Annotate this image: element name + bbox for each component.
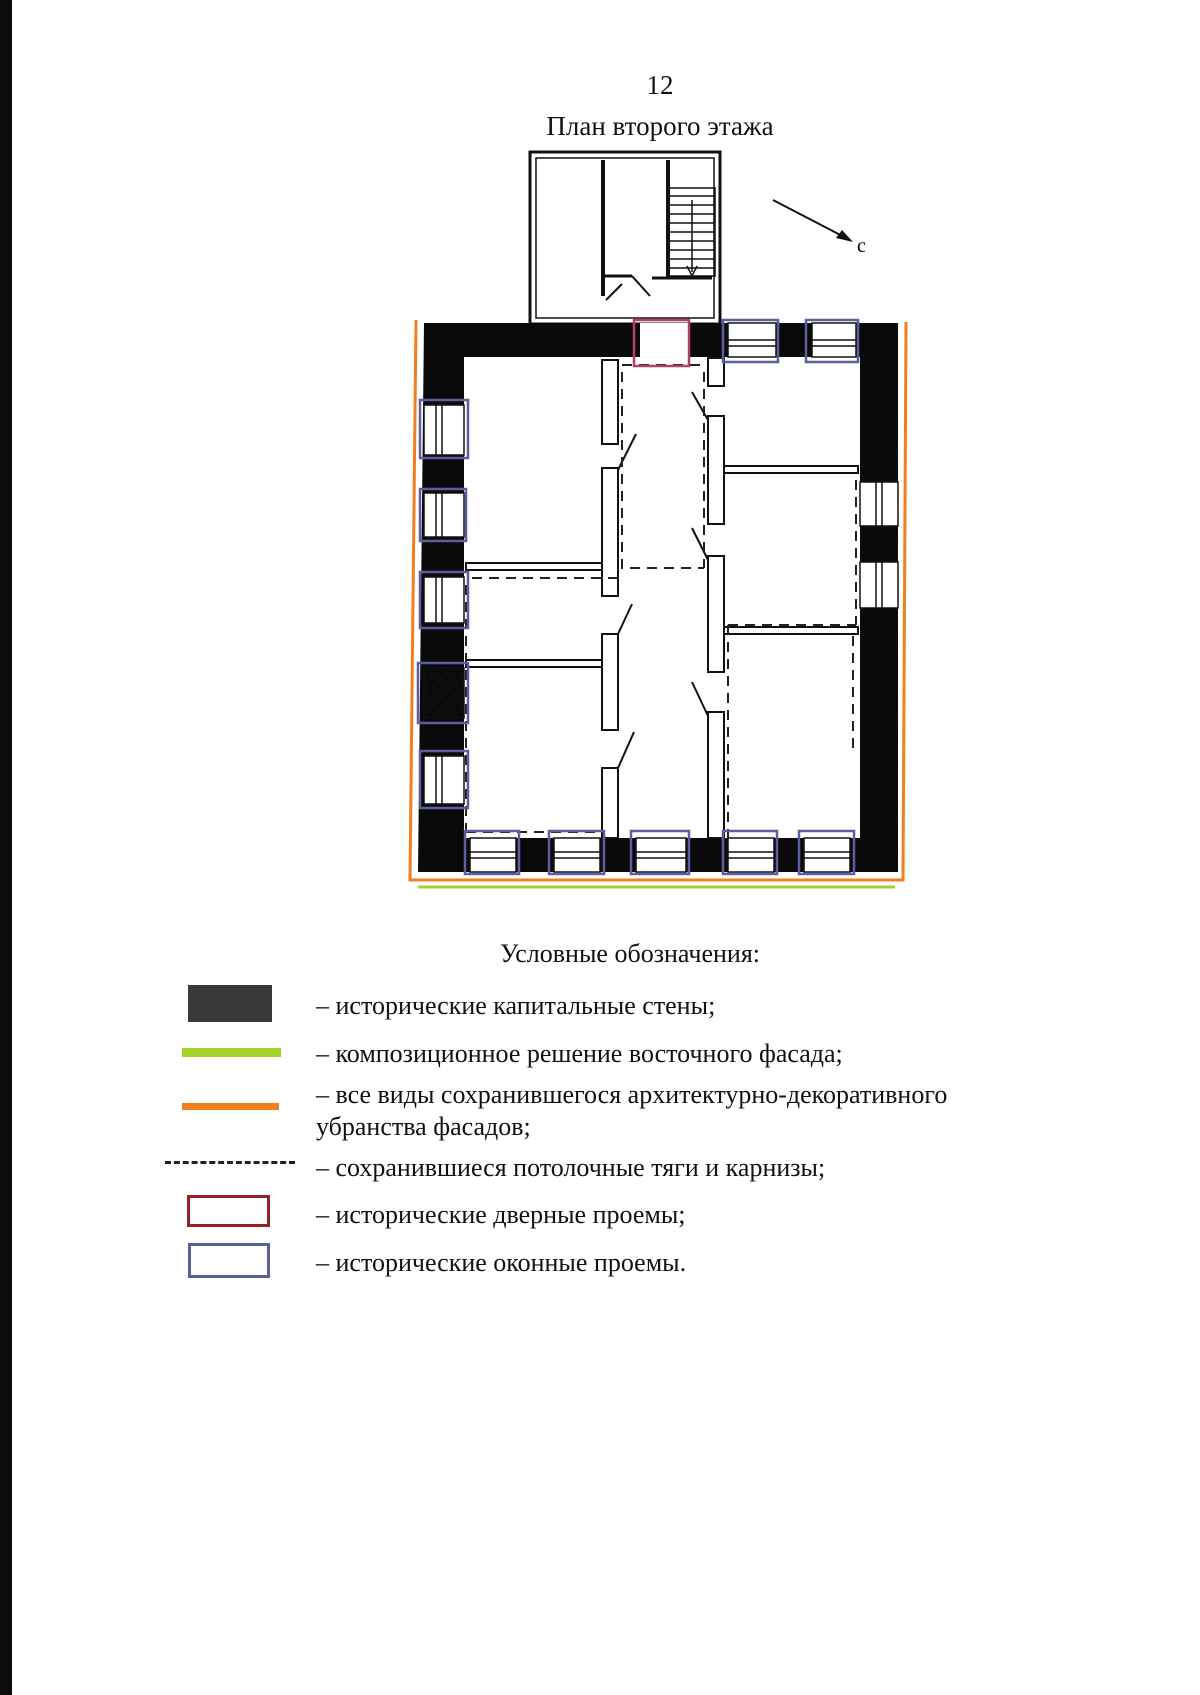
ceiling-cornices xyxy=(466,365,856,840)
window-opening xyxy=(420,751,468,808)
window-opening xyxy=(420,489,466,541)
window-opening xyxy=(723,320,778,362)
door-opening xyxy=(634,320,689,366)
legend-title: Условные обозначения: xyxy=(499,939,761,968)
window-opening xyxy=(420,400,468,458)
legend-swatch-windows xyxy=(188,1243,270,1278)
compass-label: с xyxy=(857,235,866,257)
page-number: 12 xyxy=(646,70,674,100)
decor-outline xyxy=(410,320,906,880)
legend-item-doors: – исторические дверные проемы; xyxy=(316,1200,686,1229)
window-opening xyxy=(420,572,468,628)
legend-swatch-facade-composition xyxy=(182,1048,281,1057)
window-opening xyxy=(806,320,858,362)
capital-walls xyxy=(418,323,898,872)
legend-swatch-doors xyxy=(187,1195,270,1227)
legend-item-capital-walls: – исторические капитальные стены; xyxy=(316,991,716,1020)
north-openings xyxy=(634,320,858,366)
window-opening xyxy=(723,831,777,874)
north-arrow-icon xyxy=(773,200,853,242)
partitions xyxy=(466,358,858,838)
legend-swatch-capital-walls xyxy=(188,985,272,1022)
window-opening xyxy=(799,831,854,874)
legend-item-decor-continued: убранства фасадов; xyxy=(316,1112,531,1141)
window-opening xyxy=(549,831,604,874)
legend-item-cornices: – сохранившиеся потолочные тяги и карнизы; xyxy=(316,1153,826,1182)
window-opening xyxy=(465,831,519,874)
plan-title: План второго этажа xyxy=(546,111,774,141)
legend-swatch-cornices xyxy=(165,1161,295,1164)
stair-annex xyxy=(530,152,720,324)
legend-swatch-decor xyxy=(182,1103,279,1110)
legend-item-decor: – все виды сохранившегося архитектурно-декоративного xyxy=(316,1080,948,1109)
window-opening xyxy=(631,831,689,874)
staircase xyxy=(669,188,715,276)
window-opening-blocked xyxy=(418,663,468,723)
legend-item-facade-composition: – композиционное решение восточного фасада; xyxy=(316,1039,843,1068)
legend-item-windows: – исторические оконные проемы. xyxy=(316,1248,687,1277)
